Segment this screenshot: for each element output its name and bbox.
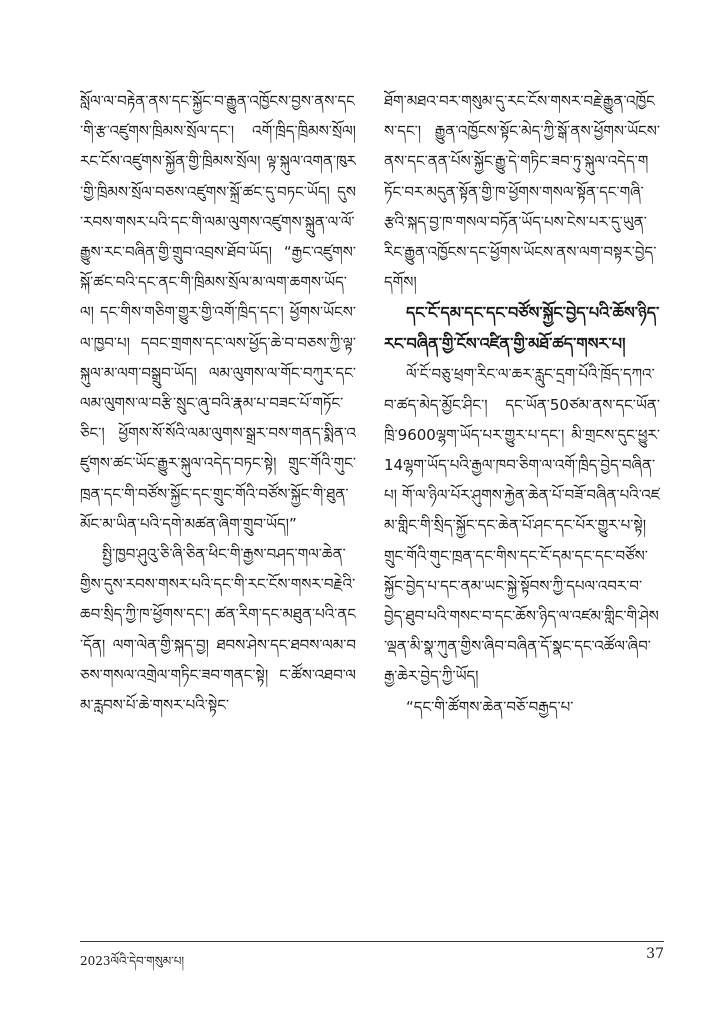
body-paragraph: “དང་གི་ཚོགས་ཆེན་བཅོ་བརྒྱད་པ་ (406, 697, 574, 716)
body-paragraph: ཐོག་མཐའ་བར་གསུམ་དུ་རང་ངོས་གསར་བརྗེ་རྒྱུན་འཁྱོངས་དང་། རྒྱུན་འཁྱོངས་སྟོང་མེད་ཀྱི་སྒོ་ནས་ཕྱོགས་ཡོངས་ནས་དང་ནན་པོས་སྐྱོང་རྒྱུ་དེ་གཏིང་ཟབ་ཏུ་སྐུལ་འདེད་གཏོང་བར་མདུན་སྟོན་གྱི་ཁ་ཕྱོགས་གསལ་སྟོན་དང་གཞི་རྩའི་སྐད་བྱ་ཁ་གསལ་བཏོན་ཡོད་པས་ངེས་པར་དུ་ཡུན་རིང་རྒྱུན་འཁྱོངས་དང་ཕྱོགས་ཡོངས་ནས་ལག་བསྟར་བྱེད་དགོས། (384, 92, 660, 292)
section-heading: དང་ངོ་དམ་དང་དང་བཙོས་སྐྱོང་བྱེད་པའི་ཆོས་ཉིད་རང་བཞིན་གྱི་ངོས་འཛིན་གྱི་མཐོ་ཚད་གསར་པ། (384, 303, 660, 354)
footer-divider (80, 941, 664, 942)
body-paragraph: སྤྱི་ཁྱབ་ཤུའུ་ཅི་ཞི་ཅིན་ཕིང་གི་རྒྱས་བཤད་གལ་ཆེན་གྱིས་དུས་རབས་གསར་པའི་དང་གི་རང་ངོས་གསར་བརྗེའི་ཆབ་སྲིད་ཀྱི་ཁ་ཕྱོགས་དང་། ཚན་རིག་དང་མཐུན་པའི་ནང་དོན། ལག་ལེན་གྱི་སྐད་བྱ། ཐབས་ཤེས་དང་ཐབས་ལམ་བཅས་གསལ་འགྲེལ་གཏིང་ཟབ་གནང་སྟེ། ང་ཚོས་འཐབ་ལམ་རླབས་པོ་ཆེ་གསར་པའི་སྟེང་ (80, 545, 356, 715)
left-text-column (80, 86, 356, 886)
page-number: 37 (646, 946, 664, 962)
right-text-column (384, 86, 660, 916)
journal-issue-label: 2023ལོའི་དེབ་གསུམ་པ། (80, 954, 185, 968)
body-paragraph: ལོ་ངོ་བཅུ་ཕྲག་རིང་ལ་ཆར་རླུང་དྲག་པོའི་ཁྲོད་དཀའ་བ་ཚད་མེད་མྱོང་ཤིང་། དང་ཡོན་50ཙམ་ནས་དང་ཡོན་ཁྲི་9600ལྷག་ཡོད་པར་གྱུར་པ་དང་། མི་གྲངས་དུང་ཕྱུར་14ལྷག་ཡོད་པའི་རྒྱལ་ཁབ་ཅིག་ལ་འགོ་ཁྲིད་བྱེད་བཞིན་པ། གོ་ལ་ཉིལ་པོར་ཤུགས་རྐྱེན་ཆེན་པོ་བཟོ་བཞིན་པའི་འཛམ་གླིང་གི་སྲིད་སྐྱོང་དང་ཆེན་པོ་ཤང་དང་པོར་གྱུར་པ་སྟེ། གྲུང་གོའི་གུང་ཁྲན་དང་གིས་དང་ངོ་དམ་དང་དང་བཙོས་སྐྱོང་བྱེད་པ་དང་ནམ་ཡང་སྐྱེ་སྟོབས་ཀྱི་དཔལ་འབར་བ་བྱེད་ཐུབ་པའི་གསང་བ་དང་ཆོས་ཉིད་ལ་འཛམ་གླིང་གི་ཤེས་ལྡན་མི་སྣ་ཀུན་གྱིས་ཞིབ་བཞིན་དོ་སྣང་དང་འཚོལ་ཞིབ་རྒྱ་ཆེར་བྱེད་ཀྱི་ཡོད། (384, 365, 660, 686)
body-paragraph: སློལ་ལ་བརྟེན་ནས་དང་སྐྱོང་བ་རྒྱུན་འཁྱོངས་བྱས་ནས་དང་གི་རྩ་འཛུགས་ཁྲིམས་སྲོལ་དང་། འགོ་ཁྲིད་ཁྲིམས་སྲོལ། རང་ངོས་འཛུགས་སྐྱོན་གྱི་ཁྲིམས་སྲོལ། ལྟ་སྐུལ་འགན་ཁུར་གྱི་ཁྲིམས་སྲོལ་བཅས་འཛུགས་སྐྲོ་ཚང་དུ་བཏང་ཡོད། དུས་རབས་གསར་པའི་དང་གི་ལམ་ལུགས་འཛུགས་སྐྲུན་ལ་ལོ་རྒྱུས་རང་བཞིན་གྱི་གྲུབ་འབྲས་ཐོབ་ཡོད། “རྒྱང་འཛུགས་སྐོ་ཚང་བའི་དང་ནང་གི་ཁྲིམས་སྲོལ་མ་ལག་ཆགས་ཡོད་ལ། དང་གིས་གཅིག་གྱུར་གྱི་འགོ་ཁྲིད་དང་། ཕྱོགས་ཡོངས་ལ་ཁྱབ་པ། དབང་གྲགས་དང་ལས་ཕྱོད་ཆེ་བ་བཅས་ཀྱི་ལྟ་སྐུལ་མ་ལག་བསྒྲུབ་ཡོད། ལམ་ལུགས་ལ་གོང་བཀུར་དང་ལམ་ལུགས་ལ་བརྩི་སྲུང་ཞུ་བའི་རྣམ་པ་བཟང་པོ་གཏོང་ཅིང་། ཕྱོགས་སོ་སོའི་ལམ་ལུགས་སྒྲར་བས་གནད་སྨིན་འཛུགས་ཚང་ཡོང་རྒྱུར་སྐུལ་འདེད་བཏང་སྟེ། གྲུང་གོའི་གུང་ཁྲན་དང་གི་བཙོས་སྐྱོང་དང་གྲུང་གོའི་བཙོས་སྐྱོང་གི་ཐུན་མོང་མ་ཡིན་པའི་དགེ་མཚན་ཞིག་གྲུབ་ཡོད།” (80, 92, 356, 533)
